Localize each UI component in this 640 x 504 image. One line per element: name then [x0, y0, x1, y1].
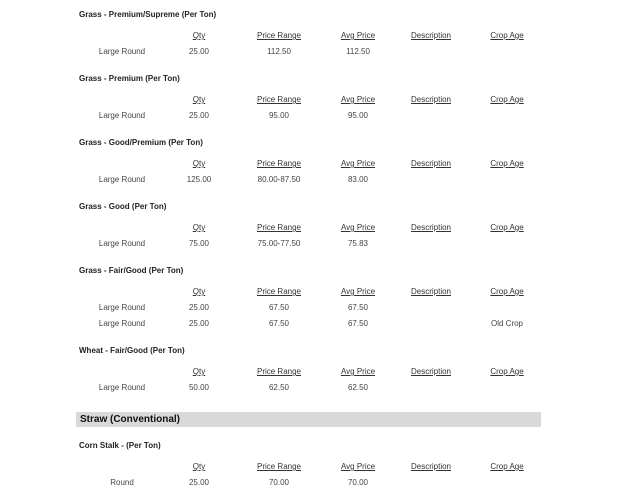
section-title: Wheat - Fair/Good (Per Ton): [79, 346, 185, 355]
qty-cell: 25.00: [188, 478, 210, 487]
price-range-header: Price Range: [256, 223, 302, 232]
avg-price-cell: 67.50: [347, 303, 369, 312]
avg-price-header: Avg Price: [340, 159, 376, 168]
product-cell: Large Round: [98, 303, 146, 312]
product-cell: Round: [110, 478, 134, 487]
avg-price-header: Avg Price: [340, 31, 376, 40]
section-title: Grass - Good/Premium (Per Ton): [79, 138, 203, 147]
qty-cell: 25.00: [188, 319, 210, 328]
product-cell: Large Round: [98, 175, 146, 184]
crop-age-header: Crop Age: [490, 159, 524, 168]
crop-age-header: Crop Age: [490, 462, 524, 471]
section-title: Grass - Good (Per Ton): [79, 202, 167, 211]
price-range-cell: 62.50: [268, 383, 290, 392]
qty-cell: 75.00: [188, 239, 210, 248]
section-title: Grass - Premium/Supreme (Per Ton): [79, 10, 217, 19]
qty-header: Qty: [192, 31, 206, 40]
crop-age-header: Crop Age: [490, 367, 524, 376]
price-range-cell: 112.50: [267, 47, 291, 56]
price-range-header: Price Range: [256, 367, 302, 376]
product-cell: Large Round: [98, 239, 146, 248]
qty-header: Qty: [192, 223, 206, 232]
price-range-cell: 67.50: [268, 303, 290, 312]
section-title: Grass - Fair/Good (Per Ton): [79, 266, 184, 275]
product-cell: Large Round: [98, 47, 146, 56]
qty-cell: 25.00: [188, 111, 210, 120]
price-range-cell: 80.00-87.50: [257, 175, 301, 184]
crop-age-header: Crop Age: [490, 287, 524, 296]
description-header: Description: [410, 95, 452, 104]
product-cell: Large Round: [98, 383, 146, 392]
avg-price-cell: 83.00: [347, 175, 369, 184]
avg-price-cell: 75.83: [347, 239, 369, 248]
avg-price-header: Avg Price: [340, 95, 376, 104]
avg-price-header: Avg Price: [340, 367, 376, 376]
qty-header: Qty: [192, 367, 206, 376]
avg-price-header: Avg Price: [340, 287, 376, 296]
avg-price-header: Avg Price: [340, 462, 376, 471]
avg-price-header: Avg Price: [340, 223, 376, 232]
description-header: Description: [410, 367, 452, 376]
product-cell: Large Round: [98, 111, 146, 120]
avg-price-cell: 112.50: [346, 47, 370, 56]
qty-header: Qty: [192, 95, 206, 104]
price-range-header: Price Range: [256, 287, 302, 296]
avg-price-cell: 70.00: [347, 478, 369, 487]
qty-cell: 25.00: [188, 47, 210, 56]
avg-price-cell: 67.50: [347, 319, 369, 328]
description-header: Description: [410, 31, 452, 40]
price-range-cell: 75.00-77.50: [257, 239, 301, 248]
avg-price-cell: 95.00: [347, 111, 369, 120]
price-range-cell: 95.00: [268, 111, 290, 120]
crop-age-header: Crop Age: [490, 223, 524, 232]
avg-price-cell: 62.50: [347, 383, 369, 392]
qty-cell: 25.00: [188, 303, 210, 312]
price-range-cell: 67.50: [268, 319, 290, 328]
qty-header: Qty: [192, 159, 206, 168]
price-range-header: Price Range: [256, 159, 302, 168]
category-label: Straw (Conventional): [80, 414, 181, 425]
crop-age-cell: Old Crop: [490, 319, 524, 328]
price-range-header: Price Range: [256, 95, 302, 104]
description-header: Description: [410, 462, 452, 471]
description-header: Description: [410, 223, 452, 232]
qty-cell: 125.00: [186, 175, 212, 184]
price-range-header: Price Range: [256, 462, 302, 471]
qty-header: Qty: [192, 287, 206, 296]
price-range-cell: 70.00: [268, 478, 290, 487]
description-header: Description: [410, 159, 452, 168]
qty-cell: 50.00: [188, 383, 210, 392]
description-header: Description: [410, 287, 452, 296]
crop-age-header: Crop Age: [490, 95, 524, 104]
qty-header: Qty: [192, 462, 206, 471]
product-cell: Large Round: [98, 319, 146, 328]
section-title: Grass - Premium (Per Ton): [79, 74, 180, 83]
section-title: Corn Stalk - (Per Ton): [79, 441, 161, 450]
crop-age-header: Crop Age: [490, 31, 524, 40]
price-range-header: Price Range: [256, 31, 302, 40]
